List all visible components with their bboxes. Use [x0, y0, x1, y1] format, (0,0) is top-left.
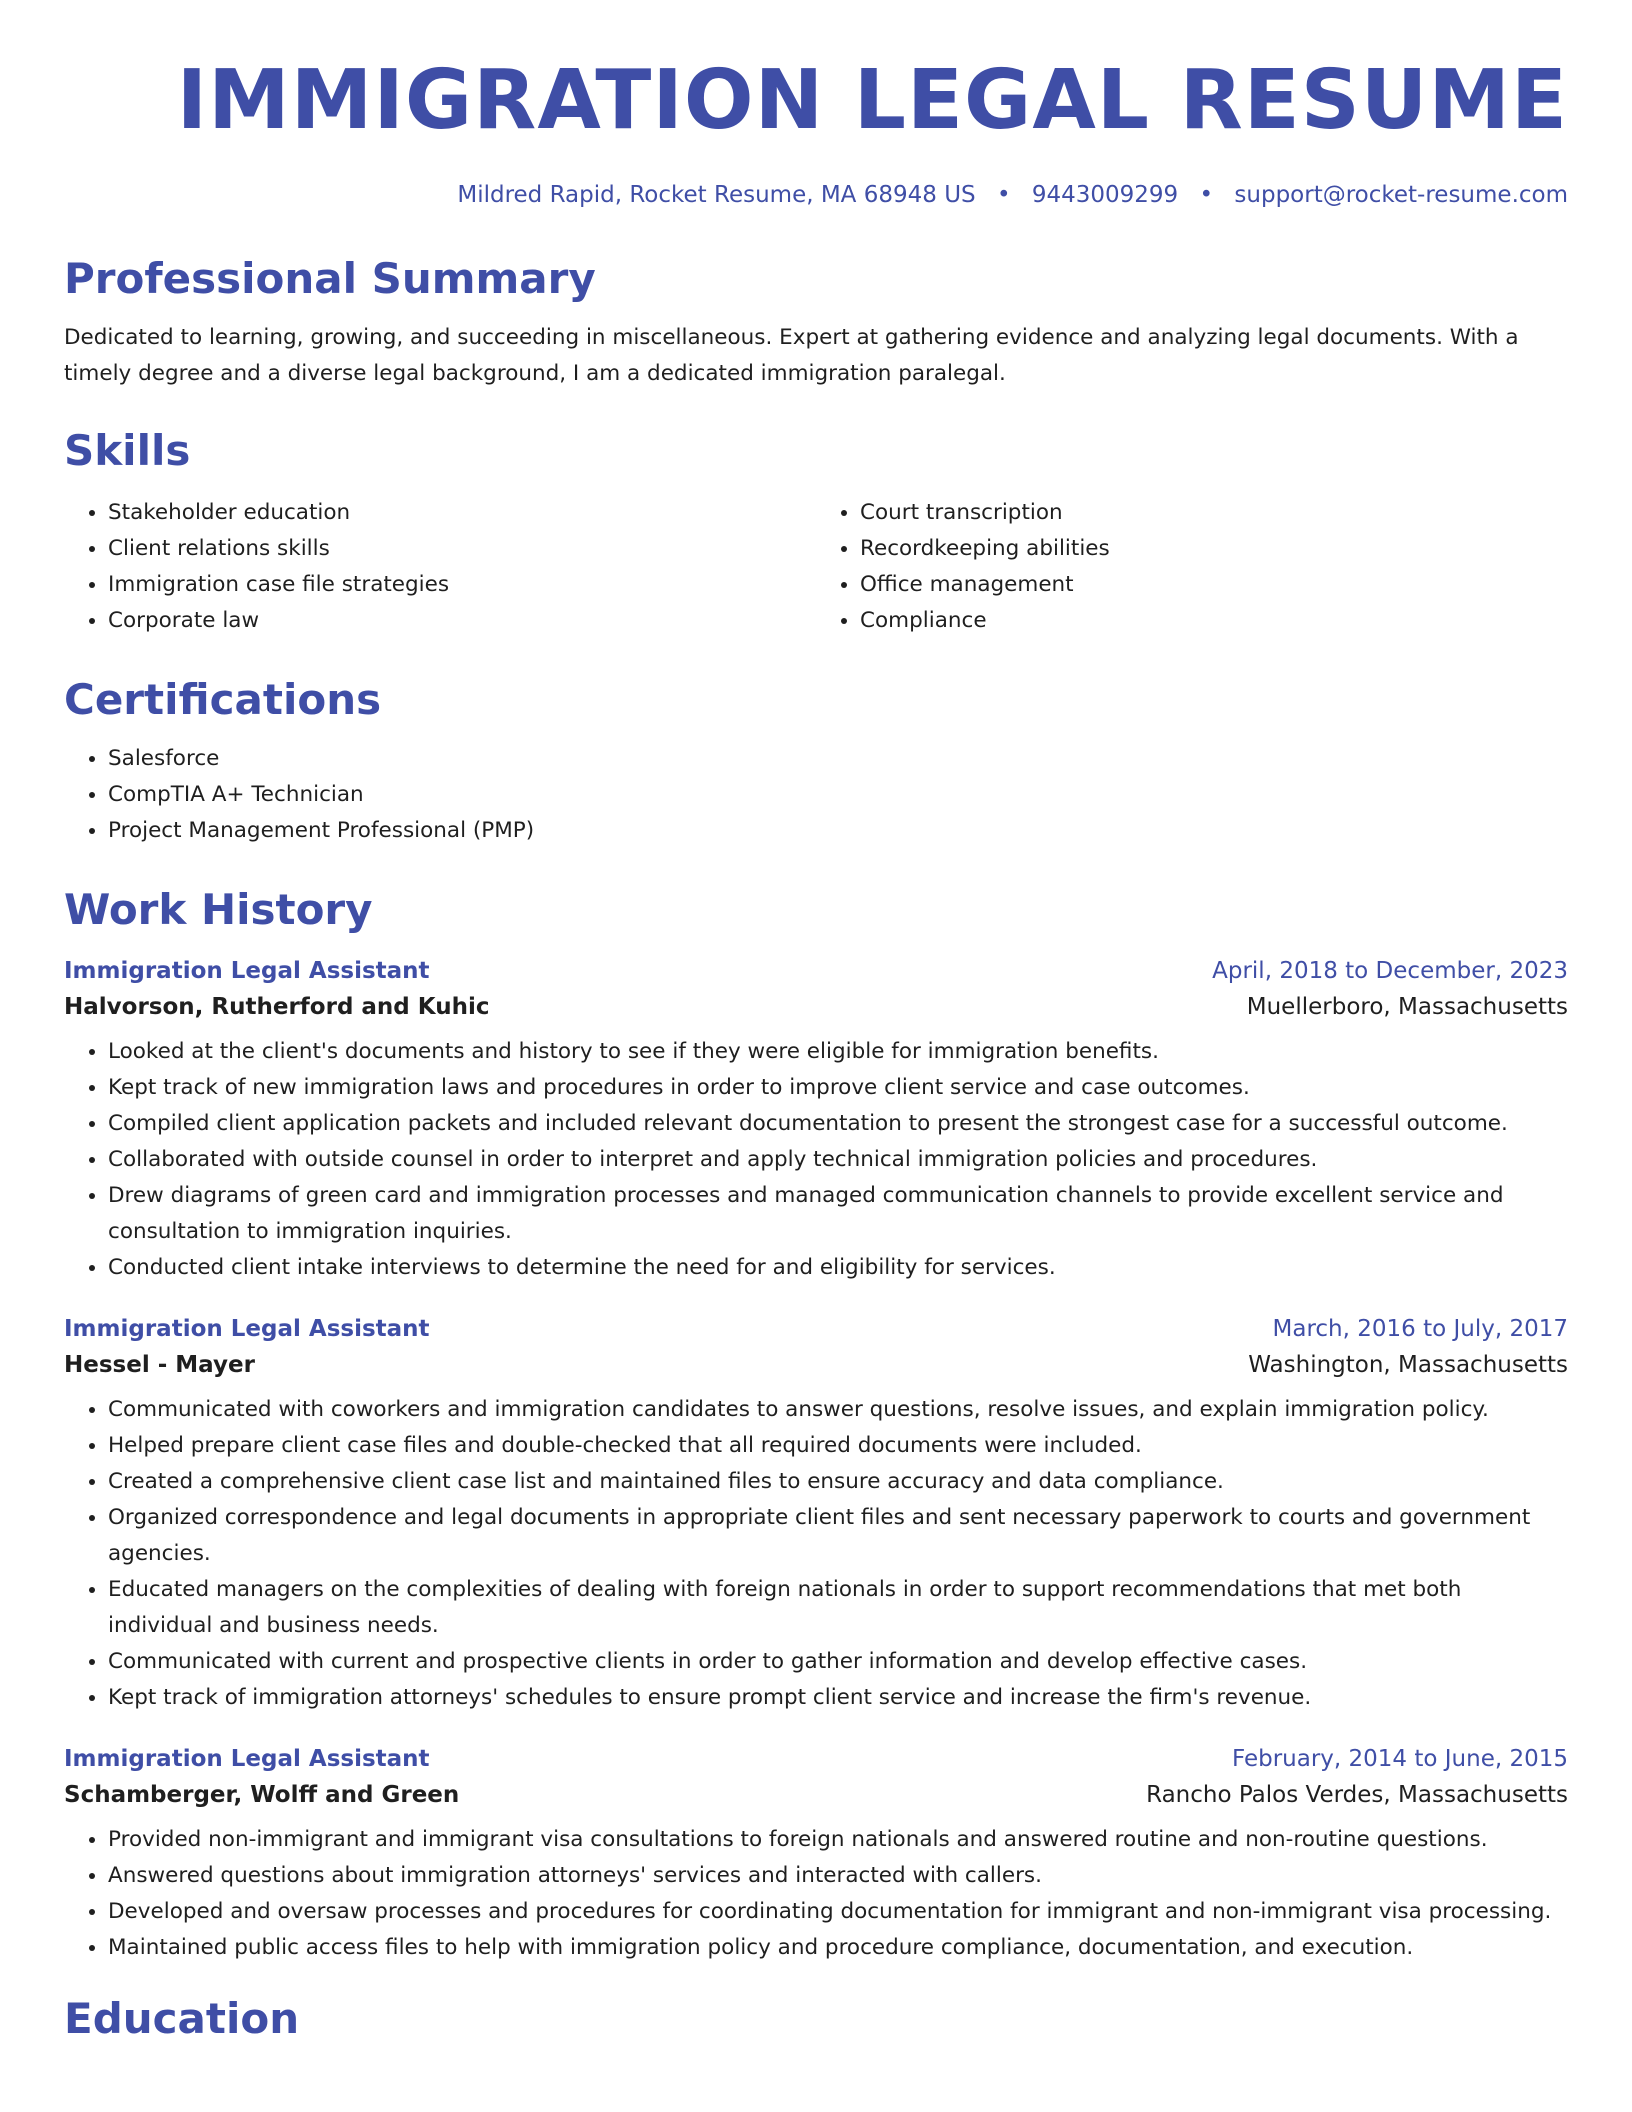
job-dates: March, 2016 to July, 2017	[1272, 1315, 1568, 1342]
skill-item: • Court transcription	[860, 495, 1568, 531]
job-location: Muellerboro, Massachusetts	[1246, 993, 1568, 1020]
skills-heading: Skills	[64, 426, 191, 476]
job-bullet: • Provided non-immigrant and immigrant visa consultations to foreign nationals and answered routine and non-routine questions.	[108, 1822, 1568, 1858]
skill-item: • Client relations skills	[108, 531, 816, 567]
job-company: Schamberger, Wolff and Green	[64, 1781, 460, 1808]
job-bullet: • Compiled client application packets and included relevant documentation to present the strongest case for a successful outcome.	[108, 1106, 1568, 1142]
job-dates: April, 2018 to December, 2023	[1212, 957, 1568, 984]
contact-phone[interactable]: 9443009299	[1031, 182, 1179, 208]
job-company: Halvorson, Rutherford and Kuhic	[64, 993, 490, 1020]
job-subheader-row	[64, 984, 1568, 1020]
certification-item: • Project Management Professional (PMP)	[108, 813, 1568, 849]
job-bullet: • Educated managers on the complexities of dealing with foreign nationals in order to support recommendations that met both individual and business needs.	[108, 1572, 1568, 1644]
job-bullet: • Maintained public access files to help with immigration policy and procedure compliance, documentation, and execution.	[108, 1930, 1568, 1966]
job-bullet: • Conducted client intake interviews to determine the need for and eligibility for services.	[108, 1250, 1568, 1286]
skill-item: • Compliance	[860, 603, 1568, 639]
job-subheader-row	[64, 1342, 1568, 1378]
job-company: Hessel - Mayer	[64, 1351, 255, 1378]
job-location: Washington, Massachusetts	[1248, 1351, 1568, 1378]
job-header-row	[64, 1746, 1568, 1772]
job-bullets	[64, 1392, 1568, 1716]
skill-item: • Corporate law	[108, 603, 816, 639]
skill-item: • Recordkeeping abilities	[860, 531, 1568, 567]
contact-separator: •	[1199, 182, 1214, 208]
certification-item: • Salesforce	[108, 741, 1568, 777]
job-bullets	[64, 1034, 1568, 1286]
job-bullet: • Kept track of immigration attorneys' schedules to ensure prompt client service and increase the firm's revenue.	[108, 1680, 1568, 1716]
job-title: Immigration Legal Assistant	[64, 1315, 430, 1342]
job-bullet: • Drew diagrams of green card and immigration processes and managed communication channels to provide excellent service and consultation to immigration inquiries.	[108, 1178, 1568, 1250]
summary-text: Dedicated to learning, growing, and succeeding in miscellaneous. Expert at gathering evidence and analyzing legal documents. With a timely degree and a diverse legal background, I am a dedicated immigration paralegal.	[64, 325, 1519, 387]
certifications-list	[64, 741, 1568, 849]
work-history-heading: Work History	[64, 885, 373, 935]
job-location: Rancho Palos Verdes, Massachusetts	[1146, 1781, 1568, 1808]
contact-email[interactable]: support@rocket-resume.com	[1234, 182, 1568, 208]
job-bullet: • Answered questions about immigration attorneys' services and interacted with callers.	[108, 1858, 1568, 1894]
job-bullets	[64, 1822, 1568, 1966]
job-bullet: • Communicated with current and prospective clients in order to gather information and develop effective cases.	[108, 1644, 1568, 1680]
certification-item: • CompTIA A+ Technician	[108, 777, 1568, 813]
skills-column-right	[816, 495, 1568, 639]
summary-heading: Professional Summary	[64, 254, 596, 303]
contact-separator: •	[996, 182, 1011, 208]
skills-column-left	[64, 495, 816, 639]
skill-item: • Stakeholder education	[108, 495, 816, 531]
skill-item: • Immigration case file strategies	[108, 567, 816, 603]
contact-line	[64, 182, 1568, 208]
contact-address: Mildred Rapid, Rocket Resume, MA 68948 US	[457, 182, 976, 208]
job-entry	[64, 958, 1568, 1286]
job-bullet: • Created a comprehensive client case list and maintained files to ensure accuracy and data compliance.	[108, 1464, 1568, 1500]
job-bullet: • Helped prepare client case files and double-checked that all required documents were included.	[108, 1428, 1568, 1464]
job-entry	[64, 1316, 1568, 1716]
skills-list	[64, 495, 1568, 639]
job-bullet: • Kept track of new immigration laws and procedures in order to improve client service and case outcomes.	[108, 1070, 1568, 1106]
job-bullet: • Developed and oversaw processes and procedures for coordinating documentation for immigrant and non-immigrant visa processing.	[108, 1894, 1568, 1930]
job-bullet: • Organized correspondence and legal documents in appropriate client files and sent necessary paperwork to courts and government agencies.	[108, 1500, 1568, 1572]
job-bullet: • Communicated with coworkers and immigration candidates to answer questions, resolve issues, and explain immigration policy.	[108, 1392, 1568, 1428]
job-header-row	[64, 958, 1568, 984]
job-title: Immigration Legal Assistant	[64, 1745, 430, 1772]
job-header-row	[64, 1316, 1568, 1342]
education-heading: Education	[64, 1993, 300, 2043]
certifications-heading: Certifications	[64, 674, 382, 724]
job-subheader-row	[64, 1772, 1568, 1808]
job-title: Immigration Legal Assistant	[64, 957, 430, 984]
job-dates: February, 2014 to June, 2015	[1231, 1745, 1568, 1772]
job-entry	[64, 1746, 1568, 1966]
job-bullet: • Collaborated with outside counsel in order to interpret and apply technical immigration policies and procedures.	[108, 1142, 1568, 1178]
resume-title: IMMIGRATION LEGAL RESUME	[176, 53, 1568, 148]
skill-item: • Office management	[860, 567, 1568, 603]
job-bullet: • Looked at the client's documents and history to see if they were eligible for immigration benefits.	[108, 1034, 1568, 1070]
